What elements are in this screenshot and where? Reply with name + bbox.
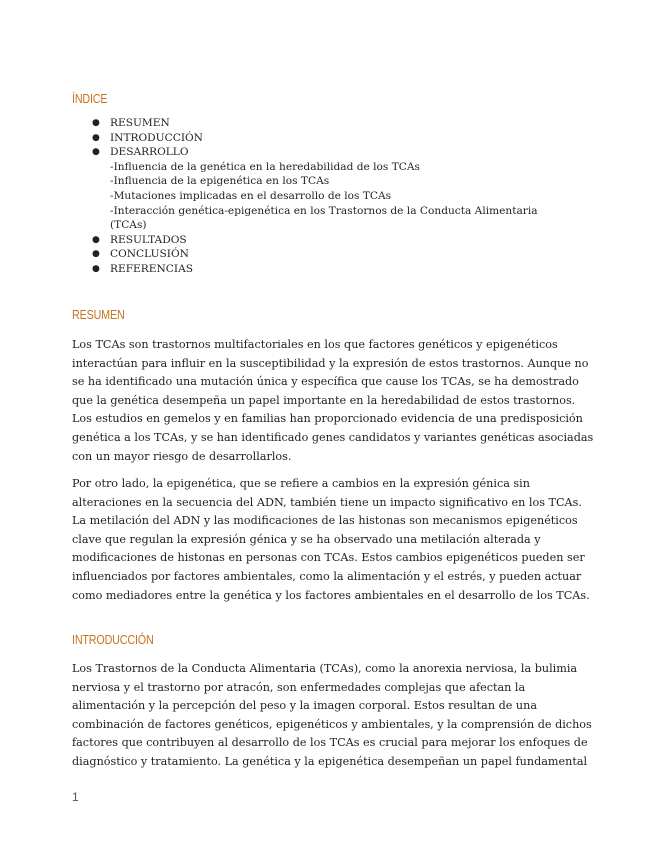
paragraph-line: genética a los TCAs, y se han identificado genes candidatos y variantes genéticas asociadas: [72, 430, 594, 444]
bullet-icon: ●: [92, 263, 100, 274]
paragraph-line: diagnóstico y tratamiento. La genética y la epigenética desempeñan un papel fundamental: [72, 754, 588, 768]
toc-item-label: RESUMEN: [110, 117, 170, 129]
toc-subitem: -Interacción genética-epigenética en los Trastornos de la Conducta Alimentaria: [110, 204, 538, 217]
paragraph-line: La metilación del ADN y las modificaciones de las histonas son mecanismos epigenéticos: [72, 514, 578, 528]
paragraph-line: nerviosa y el trastorno por atracón, son enfermedades complejas que afectan la: [72, 680, 526, 694]
paragraph-line: modificaciones de histonas en personas con TCAs. Estos cambios epigenéticos pueden ser: [72, 551, 585, 565]
toc-item-label: INTRODUCCIÓN: [110, 131, 203, 144]
toc-subitem: -Mutaciones implicadas en el desarrollo de los TCAs: [110, 189, 392, 202]
toc-item: [92, 116, 572, 131]
toc-item-label: DESARROLLO: [110, 146, 189, 159]
bullet-icon: ●: [92, 118, 100, 128]
paragraph-line: se ha identificado una mutación única y específica que cause los TCAs, se ha demostrado: [72, 375, 579, 389]
paragraph-line: influenciados por factores ambientales, como la alimentación y el estrés, y pueden actuar: [72, 569, 582, 583]
paragraph-line: Los Trastornos de la Conducta Alimentaria (TCAs), como la anorexia nerviosa, la bulimia: [72, 662, 578, 675]
paragraph-line: combinación de factores genéticos, epigenéticos y ambientales, y la comprensión de dichos: [72, 717, 592, 731]
table-of-contents: [92, 116, 572, 277]
introduccion-paragraph-1: [72, 660, 592, 772]
toc-item: [92, 233, 572, 248]
index-heading: ÍNDICE: [72, 92, 108, 106]
introduccion-heading: INTRODUCCIÓN: [72, 633, 154, 647]
page-number: 1: [72, 790, 79, 804]
paragraph-line: Los TCAs son trastornos multifactoriales en los que factores genéticos y epigenéticos: [72, 338, 558, 351]
toc-item-label: CONCLUSIÓN: [110, 248, 189, 261]
bullet-icon: ●: [92, 234, 100, 245]
bullet-icon: ●: [92, 147, 100, 158]
paragraph-line: con un mayor riesgo de desarrollarlos.: [72, 449, 292, 463]
resumen-paragraph-1: [72, 336, 594, 466]
toc-item: [92, 262, 572, 277]
toc-subitem: (TCAs): [110, 219, 147, 232]
toc-subitem: -Influencia de la genética en la heredabilidad de los TCAs: [110, 160, 420, 173]
toc-item: [92, 145, 572, 160]
toc-item-label: REFERENCIAS: [110, 262, 193, 275]
paragraph-line: Por otro lado, la epigenética, que se refiere a cambios en la expresión génica sin: [72, 477, 530, 490]
toc-subitem: -Influencia de la epigenética en los TCAs: [110, 175, 330, 188]
bullet-icon: ●: [92, 249, 100, 260]
paragraph-line: interactúan para influir en la susceptibilidad y la expresión de estos trastornos. Aunque no: [72, 356, 589, 370]
toc-item: [92, 131, 572, 146]
paragraph-line: alimentación y la percepción del peso y la imagen corporal. Estos resultan de una: [72, 699, 538, 713]
paragraph-line: factores que contribuyen al desarrollo de los TCAs es crucial para mejorar los enfoques de: [72, 736, 588, 750]
paragraph-line: que la genética desempeña un papel importante en la heredabilidad de estos trastornos.: [72, 393, 576, 407]
bullet-icon: ●: [92, 132, 100, 143]
paragraph-line: Los estudios en gemelos y en familias han proporcionado evidencia de una predisposición: [72, 412, 583, 426]
toc-item-label: RESULTADOS: [110, 233, 187, 246]
paragraph-line: clave que regulan la expresión génica y se ha observado una metilación alterada y: [72, 532, 541, 546]
resumen-heading: RESUMEN: [72, 308, 125, 322]
paragraph-line: como mediadores entre la genética y los factores ambientales en el desarrollo de los TCAs.: [72, 588, 590, 602]
paragraph-line: alteraciones en la secuencia del ADN, también tiene un impacto significativo en los TCAs.: [72, 495, 582, 509]
resumen-paragraph-2: [72, 475, 590, 605]
toc-item: [92, 247, 572, 262]
